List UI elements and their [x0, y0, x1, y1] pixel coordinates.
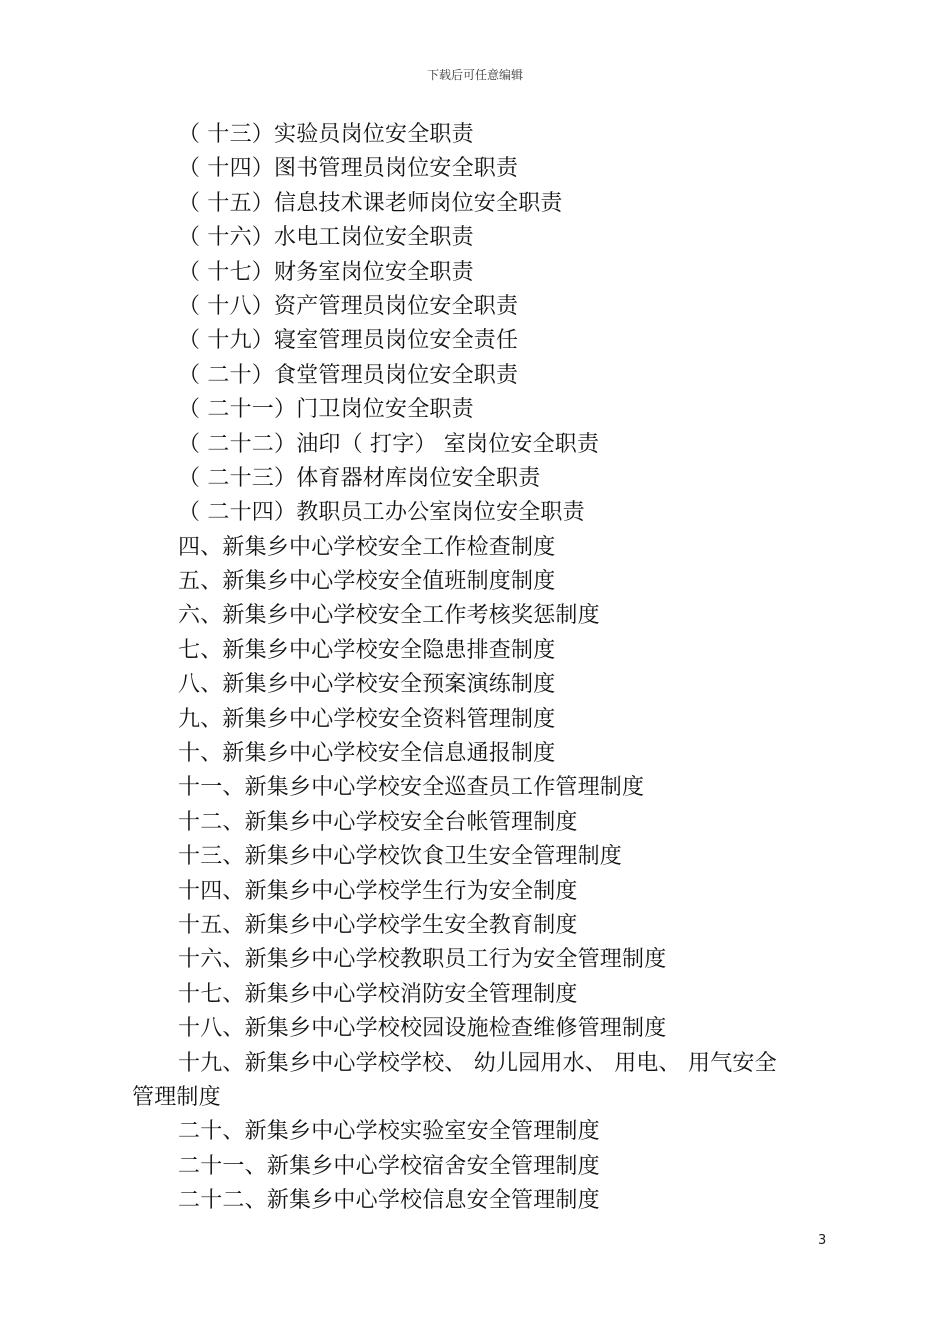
- list-item: [132, 359, 832, 393]
- item-text: 新集乡中心学校校园设施检查维修管理制度: [244, 1016, 667, 1042]
- item-number: （ 十七）: [178, 259, 274, 285]
- list-item: [132, 1184, 832, 1218]
- item-text: 管理制度: [132, 1084, 221, 1110]
- item-text: 新集乡中心学校安全台帐管理制度: [244, 809, 578, 835]
- list-item: [132, 428, 832, 462]
- list-item: [132, 496, 832, 530]
- list-item: [132, 221, 832, 255]
- item-number: 二十、: [178, 1119, 245, 1145]
- item-number: 八、: [178, 672, 223, 698]
- item-text: 图书管理员岗位安全职责: [274, 156, 519, 182]
- item-number: （ 十六）: [178, 225, 274, 251]
- page-number: 3: [818, 1233, 827, 1248]
- item-number: 二十一、: [178, 1153, 267, 1179]
- item-number: （ 二十二）: [178, 431, 297, 457]
- item-text: 新集乡中心学校学生行为安全制度: [244, 878, 578, 904]
- item-text: 新集乡中心学校信息安全管理制度: [266, 1188, 600, 1214]
- list-item: [132, 1150, 832, 1184]
- item-number: 十五、: [178, 912, 245, 938]
- list-item: [132, 256, 832, 290]
- item-text: 新集乡中心学校教职员工行为安全管理制度: [244, 947, 667, 973]
- list-item: [132, 668, 832, 702]
- list-item: [132, 943, 832, 977]
- page-header: 下载后可任意编辑: [426, 68, 523, 82]
- item-number: 十七、: [178, 981, 245, 1007]
- list-item: [132, 634, 832, 668]
- item-text: 新集乡中心学校实验室安全管理制度: [244, 1119, 600, 1145]
- item-text: 水电工岗位安全职责: [274, 225, 474, 251]
- item-text: 新集乡中心学校消防安全管理制度: [244, 981, 578, 1007]
- item-text: 新集乡中心学校安全工作考核奖惩制度: [222, 603, 600, 629]
- document-body: [132, 118, 832, 1219]
- item-text: 新集乡中心学校安全资料管理制度: [222, 706, 556, 732]
- item-text: 教职员工办公室岗位安全职责: [296, 500, 585, 526]
- list-item: [132, 290, 832, 324]
- item-number: （ 十五）: [178, 190, 274, 216]
- list-item: [132, 599, 832, 633]
- list-item: [132, 462, 832, 496]
- list-item: [132, 1115, 832, 1149]
- item-number: （ 十九）: [178, 328, 274, 354]
- list-item: [132, 531, 832, 565]
- item-number: （ 二十）: [178, 362, 274, 388]
- item-number: 十六、: [178, 947, 245, 973]
- list-item: [132, 909, 832, 943]
- item-text: 寝室管理员岗位安全责任: [274, 328, 519, 354]
- list-item: [132, 771, 832, 805]
- list-item: [132, 187, 832, 221]
- item-number: 十、: [178, 741, 223, 767]
- list-item-continuation: [132, 1081, 832, 1115]
- item-number: 十八、: [178, 1016, 245, 1042]
- item-text: 新集乡中心学校安全预案演练制度: [222, 672, 556, 698]
- item-number: 十一、: [178, 775, 245, 801]
- item-number: 十四、: [178, 878, 245, 904]
- list-item: [132, 393, 832, 427]
- item-text: 资产管理员岗位安全职责: [274, 293, 519, 319]
- item-number: 四、: [178, 534, 223, 560]
- item-number: （ 十四）: [178, 156, 274, 182]
- item-text: 实验员岗位安全职责: [274, 122, 474, 147]
- list-item: [132, 978, 832, 1012]
- item-number: 十三、: [178, 844, 245, 870]
- item-text: 油印（ 打字） 室岗位安全职责: [296, 431, 600, 457]
- item-number: 五、: [178, 569, 223, 595]
- list-item: [132, 565, 832, 599]
- list-item: [132, 806, 832, 840]
- item-number: 十二、: [178, 809, 245, 835]
- list-item: [132, 875, 832, 909]
- item-number: 七、: [178, 637, 223, 663]
- item-text: 新集乡中心学校学生安全教育制度: [244, 912, 578, 938]
- item-text: 信息技术课老师岗位安全职责: [274, 190, 563, 216]
- item-number: 十九、: [178, 1050, 245, 1076]
- item-text: 新集乡中心学校安全工作检查制度: [222, 534, 556, 560]
- item-number: 六、: [178, 603, 223, 629]
- item-text: 食堂管理员岗位安全职责: [274, 362, 519, 388]
- item-text: 新集乡中心学校饮食卫生安全管理制度: [244, 844, 623, 870]
- list-item: [132, 152, 832, 186]
- item-number: 二十二、: [178, 1188, 267, 1214]
- list-item: [132, 840, 832, 874]
- item-text: 新集乡中心学校安全隐患排查制度: [222, 637, 556, 663]
- item-text: 新集乡中心学校宿舍安全管理制度: [266, 1153, 600, 1179]
- item-text: 新集乡中心学校安全巡查员工作管理制度: [244, 775, 645, 801]
- item-number: （ 二十一）: [178, 397, 297, 423]
- item-text: 财务室岗位安全职责: [274, 259, 474, 285]
- item-text: 体育器材库岗位安全职责: [296, 465, 541, 491]
- item-number: （ 十三）: [178, 122, 274, 147]
- item-number: （ 二十三）: [178, 465, 297, 491]
- list-item: [132, 737, 832, 771]
- list-item: [132, 1012, 832, 1046]
- item-text: 新集乡中心学校学校、 幼儿园用水、 用电、 用气安全: [244, 1050, 777, 1076]
- item-text: 新集乡中心学校安全值班制度制度: [222, 569, 556, 595]
- list-item: [132, 1047, 832, 1081]
- item-text: 门卫岗位安全职责: [296, 397, 474, 423]
- item-text: 新集乡中心学校安全信息通报制度: [222, 741, 556, 767]
- item-number: （ 二十四）: [178, 500, 297, 526]
- item-number: 九、: [178, 706, 223, 732]
- list-item: [132, 703, 832, 737]
- item-number: （ 十八）: [178, 293, 274, 319]
- list-item: [132, 118, 832, 152]
- list-item: [132, 324, 832, 358]
